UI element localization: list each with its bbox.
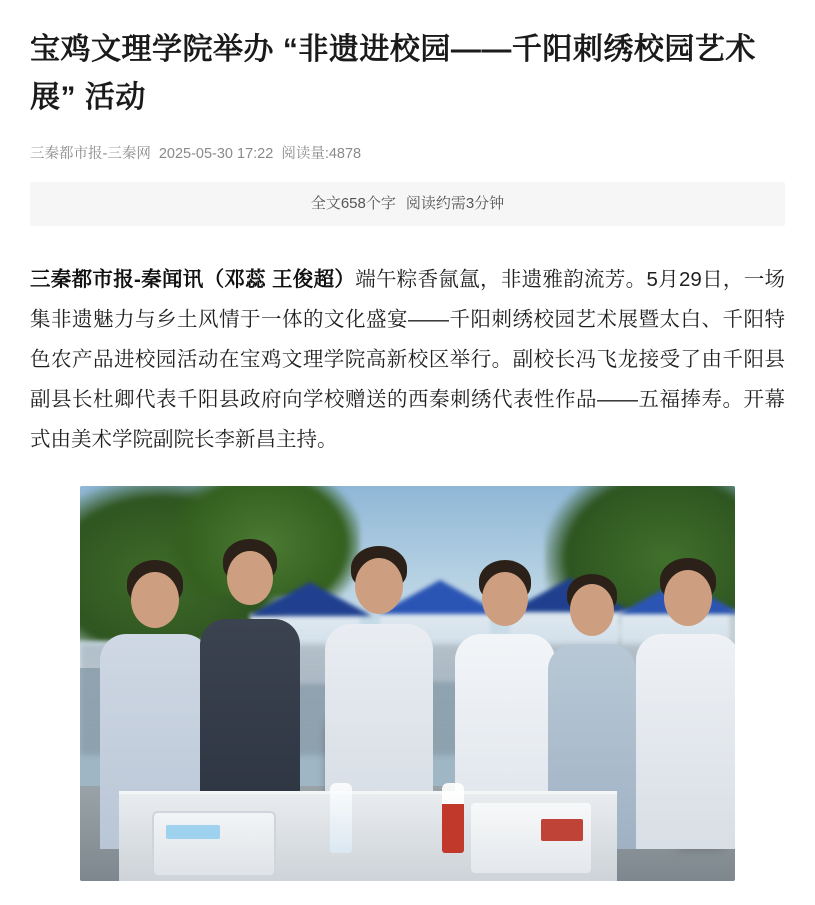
article-body-text: 端午粽香氤氲，非遗雅韵流芳。5月29日，一场集非遗魅力与乡土风情于一体的文化盛宴——千阳刺绣校园艺术展暨太白、千阳特色农产品进校园活动在宝鸡文理学院高新校区举行。副校长冯飞龙接受了由千阳县副县长杜卿代表千阳县政府向学校赠送的西秦刺绣代表性作品——五福捧寿。开幕式由美术学院副院长李新昌主持。 — [30, 268, 785, 451]
article-figure — [30, 486, 785, 881]
article-source: 三秦都市报-三秦网 — [30, 146, 151, 162]
photo-person-6 — [636, 634, 735, 849]
page-title: 宝鸡文理学院举办 “非遗进校园——千阳刺绣校园艺术展” 活动 — [30, 33, 756, 114]
photo-person-6-head — [664, 570, 712, 626]
word-count-text: 全文658个字 — [310, 195, 396, 212]
article-publish-time: 2025-05-30 17:22 — [158, 146, 274, 162]
article-body — [30, 260, 785, 460]
photo-bottle-1 — [330, 783, 352, 853]
article-photo — [80, 486, 735, 881]
photo-person-1-head — [131, 572, 179, 628]
photo-person-4-head — [482, 572, 528, 626]
article-meta — [30, 144, 785, 164]
photo-bottle-2 — [442, 783, 464, 853]
photo-person-2-head — [227, 551, 273, 605]
article-lead: 三秦都市报-秦闻讯（邓蕊 王俊超） — [30, 268, 356, 291]
photo-product-bag — [471, 803, 591, 873]
reading-info-bar — [30, 182, 785, 226]
photo-product-bag-logo — [541, 819, 583, 841]
article-views: 阅读量:4878 — [281, 146, 362, 162]
photo-person-5-head — [570, 584, 614, 636]
photo-cooler-box — [152, 811, 276, 877]
photo-person-3-head — [355, 558, 403, 614]
photo-cooler-label — [166, 825, 220, 839]
read-time-text: 阅读约需3分钟 — [405, 195, 505, 212]
